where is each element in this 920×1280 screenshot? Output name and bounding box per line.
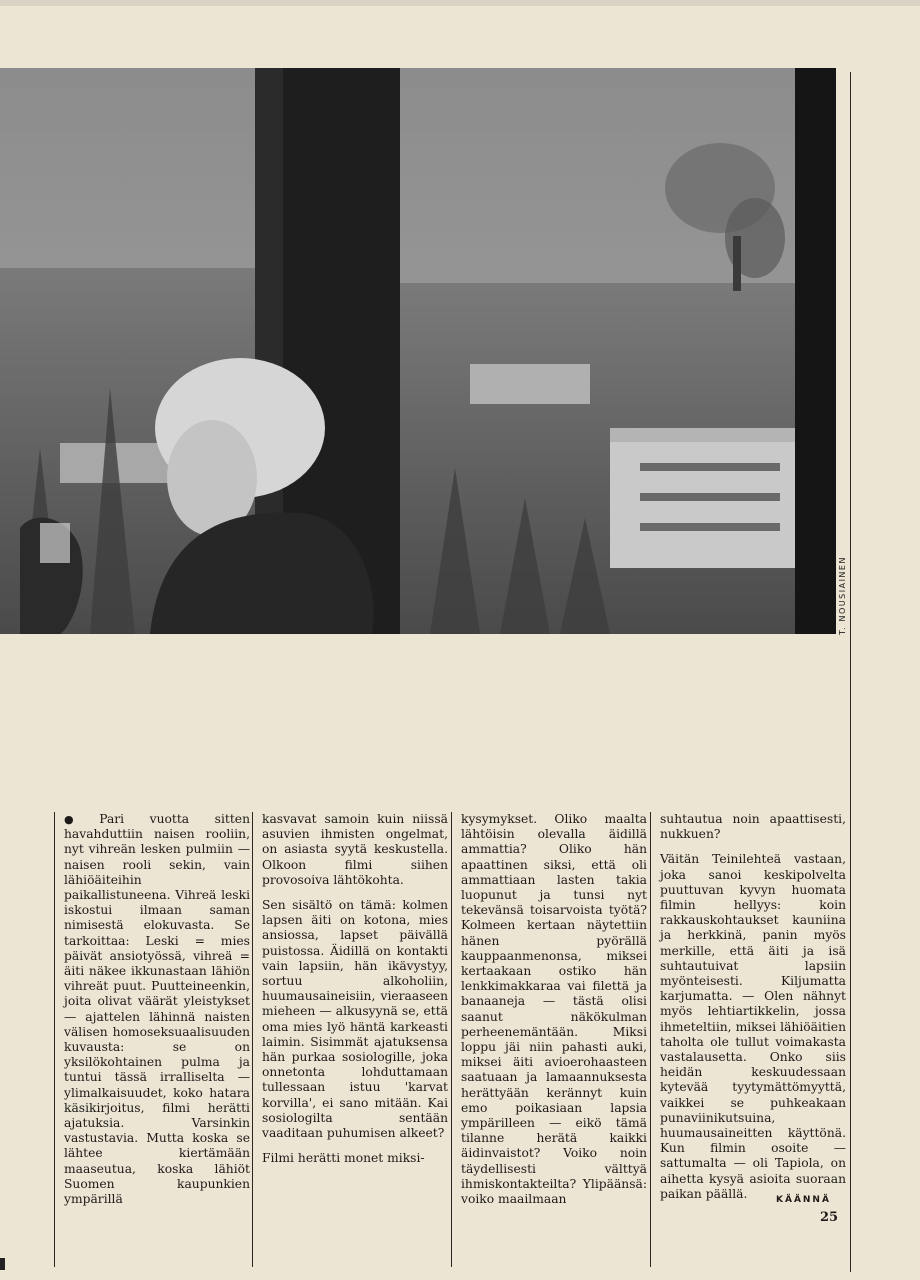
- photo-illustration: [0, 68, 836, 634]
- column-rule: [54, 812, 55, 1267]
- column-rule: [850, 72, 851, 1272]
- article-body: [60, 812, 850, 1252]
- article-paragraph: ● Pari vuotta sitten havahduttiin naisen rooliin, nyt vihreän lesken pulmiin — naisen rooli sekin, vain lähiöäiteihin paikallistuneena. Vihreä leski iskostui ilmaan saman nimisestä elokuvasta. Se tarkoittaa: Leski = mies päivät ansiotyössä, vihreä = äiti näkee ikkunastaan lähiön vihreät puut. Puutteineenkin, joita olivat väärät yleistykset — ajattelen lähinnä naisten välisen homoseksuaalisuuden kuvausta: se on yksilökohtainen pulma ja tuntui tässä irralliselta — ylimalkaisuudet, koko hatara käsikirjoitus, filmi herätti ajatuksia. Varsinkin vastustavia. Mutta koska se lähtee kiertämään maaseutua, koska lähiöt Suomen kaupunkien ympärillä: [64, 812, 250, 1207]
- continue-label: KÄÄNNÄ: [776, 1195, 831, 1205]
- page-edge: [0, 0, 920, 6]
- article-paragraph: kysymykset. Oliko maalta lähtöisin olevalla äidillä ammattia? Oliko hän apaattinen siksi, että oli ammattiaan lasten takia luopunut ja tunsi nyt tekevänsä toisarvoista työtä? Kolmeen kertaan näytettiin hänen pyörällä kauppaanmenonsa, miksei kertaakaan ostiko hän lenkkimakkaraa vai filettä ja banaaneja — tästä olisi saanut näkökulman perheenemäntään. Miksi loppu jäi niin pahasti auki, miksei äiti avioerohaasteen saatuaan ja lamaannuksesta herättyään kerännyt kuin emo poikasiaan lapsia ympärilleen — eikö tämä tilanne herätä kaikki äidinvaistot? Voiko noin täydellisesti välttyä ihmiskontakteilta? Ylipäänsä: voiko maailmaan: [461, 812, 647, 1207]
- edge-mark: [0, 1258, 5, 1270]
- article-paragraph: Sen sisältö on tämä: kolmen lapsen äiti on kotona, mies ansiossa, lapset päivällä puistossa. Äidillä on kontakti vain lapsiin, hän ikävystyy, sortuu alkoholiin, huumausaineisiin, vieraaseen mieheen — alkusyynä se, että oma mies lyö häntä karkeasti laimin. Sisimmät ajatuksensa hän purkaa sosiologille, joka onnetonta lohduttamaan tullessaan istuu 'karvat korvilla', ei sano mitään. Kai sosiologilta sentään vaaditaan puhumisen alkeet?: [262, 898, 448, 1141]
- page-number: 25: [820, 1210, 839, 1225]
- article-column-4: [660, 812, 846, 1212]
- article-paragraph: Filmi herätti monet miksi-: [262, 1151, 425, 1166]
- article-paragraph: kasvavat samoin kuin niissä asuvien ihmisten ongelmat, on asiasta syytä keskustella. Olkoon filmi siihen provosoiva lähtökohta.: [262, 812, 448, 887]
- article-paragraph: suhtautua noin apaattisesti, nukkuen?: [660, 812, 846, 842]
- article-column-1: [64, 812, 250, 1217]
- article-column-2: [262, 812, 448, 1176]
- article-paragraph: Väitän Teinilehteä vastaan, joka sanoi keskipolvelta puuttuvan kyvyn huomata filmin hellyys: koin rakkauskohtaukset kauniina ja herkkinä, panin myös merkille, että äiti ja isä suhtautuivat lapsiin myönteisesti. Kiljumatta karjumatta. — Olen nähnyt myös lehtiartikkelin, jossa ihmeteltiin, miksei lähiöäitien taholta ole tullut voimakasta vastalausetta. Onko siis heidän keskuudessaan kytevää tyytymättömyyttä, vaikkei se puhkeakaan punaviinikutsuina, huumausaineitten käyttönä. Kun filmin osoite — sattumalta — oli Tapiola, on aihetta kysyä asioita suoraan paikan päällä.: [660, 852, 846, 1201]
- woman-by-window-photo: [0, 68, 836, 634]
- article-column-3: [461, 812, 647, 1217]
- photo-credit: T. NOUSIAINEN: [838, 556, 847, 635]
